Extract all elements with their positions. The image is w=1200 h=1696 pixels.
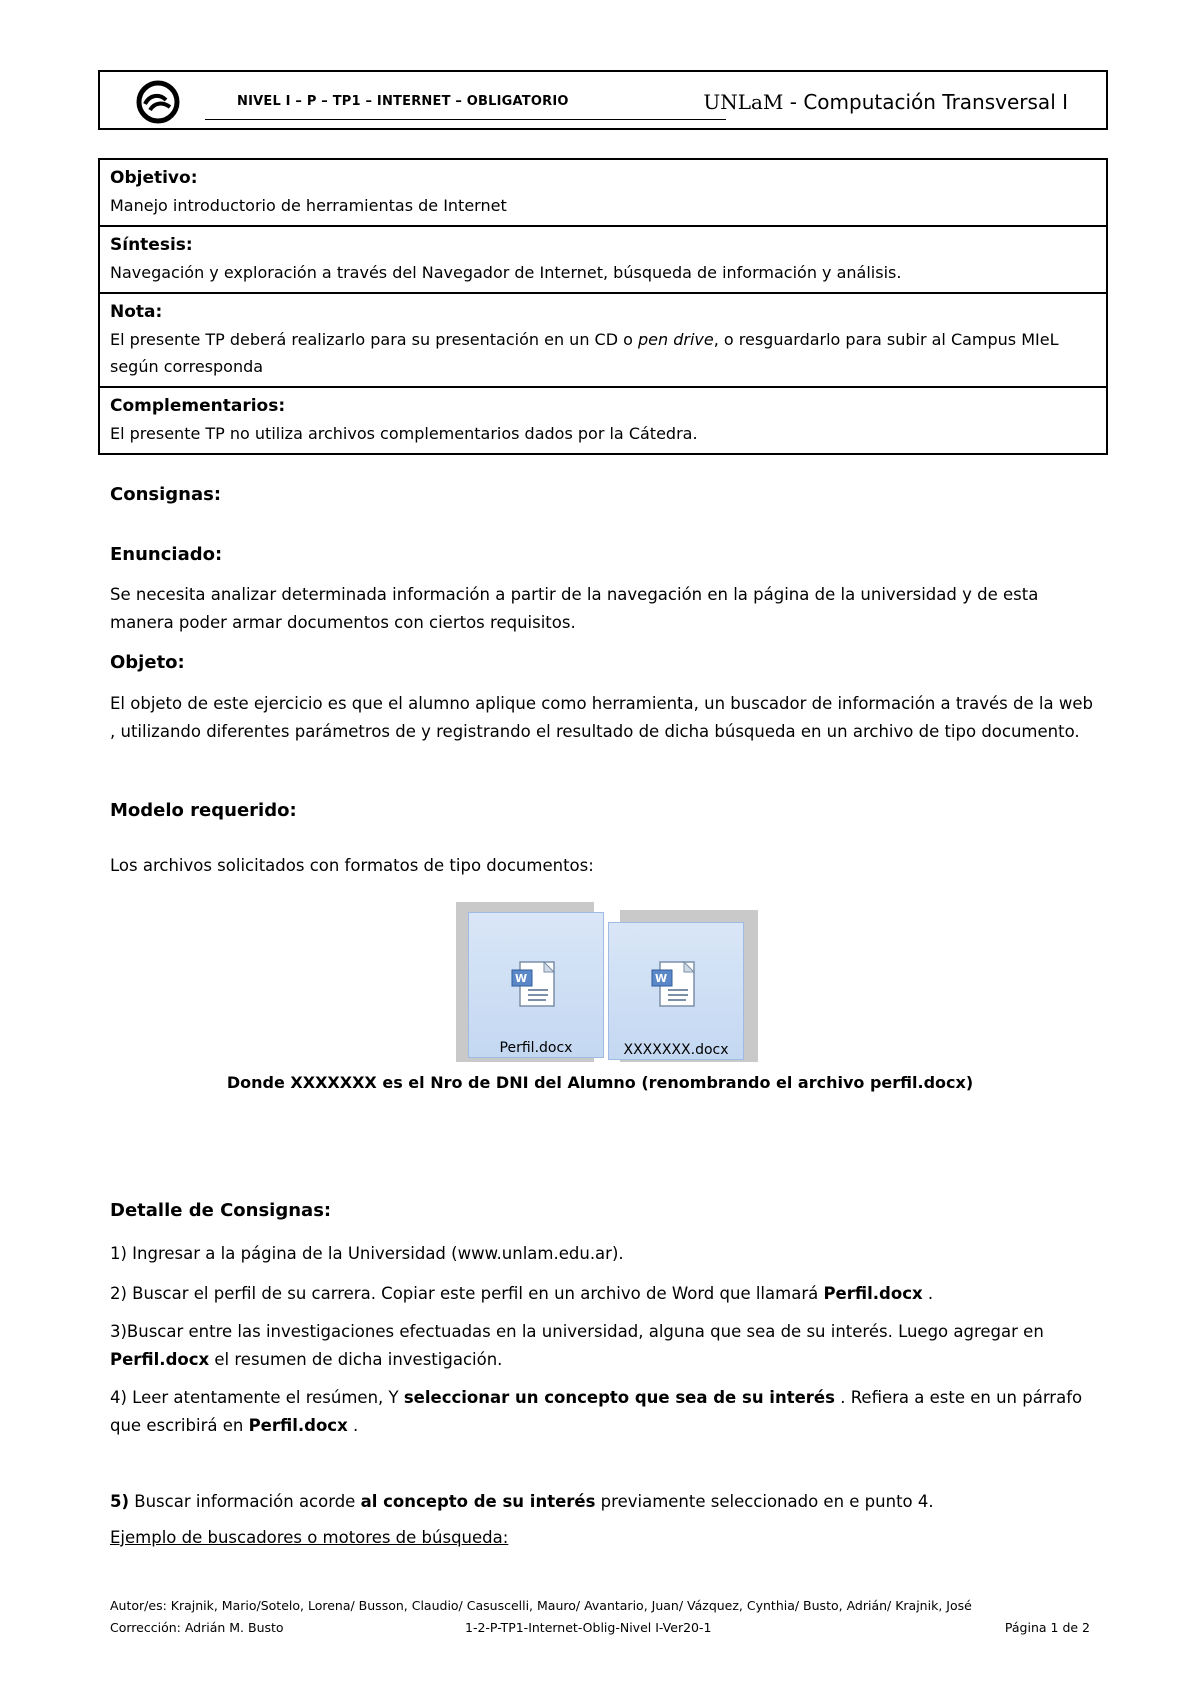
nota-text-part: El presente TP deberá realizarlo para su presentación en un CD o [110, 330, 638, 349]
consigna-number: 5) [110, 1492, 130, 1511]
file-label: XXXXXXX.docx [623, 1042, 729, 1058]
nota-title: Nota: [110, 302, 163, 322]
footer-page-number: Página 1 de 2 [1004, 1620, 1090, 1635]
enunciado-text: Se necesita analizar determinada información a partir de la navegación en la página de la universidad y de esta manera poder armar documentos con ciertos requisitos. [110, 585, 1039, 632]
file-icon-dni[interactable] [608, 922, 744, 1060]
brand-unlam: UNLaM [703, 90, 784, 114]
footer-authors: Autor/es: Krajnik, Mario/Sotelo, Lorena/ Busson, Claudio/ Casuscelli, Mauro/ Avantario, Juan/ Vázquez, Cynthia/ Busto, Adrián/ Krajnik, José [110, 1598, 972, 1613]
enunciado-heading: Enunciado: [110, 544, 223, 565]
svg-text:W: W [655, 972, 668, 985]
page-header [98, 70, 1108, 130]
consigna-item-2 [110, 1280, 1100, 1308]
footer-line [110, 1620, 1090, 1635]
consigna-item-4 [110, 1384, 1100, 1440]
nota-text-italic: pen drive [638, 330, 714, 349]
consigna-text: . [922, 1284, 934, 1303]
complementarios-cell [100, 388, 1106, 453]
word-document-icon [646, 956, 704, 1014]
file-icons-figure [456, 902, 756, 1062]
consigna-text: el resumen de dicha investigación. [209, 1350, 503, 1369]
file-icon-perfil[interactable] [468, 912, 604, 1058]
consigna-text: 4) Leer atentamente el resúmen, Y [110, 1388, 404, 1407]
figure-caption: Donde XXXXXXX es el Nro de DNI del Alumno (renombrando el archivo perfil.docx) [226, 1073, 974, 1092]
file-name-bold: Perfil.docx [248, 1416, 348, 1435]
nota-text [110, 326, 1096, 380]
modelo-text: Los archivos solicitados con formatos de tipo documentos: [110, 856, 594, 875]
sintesis-cell [100, 227, 1106, 294]
nota-cell [100, 294, 1106, 388]
objetivo-title: Objetivo: [110, 168, 198, 188]
brand-course: - Computación Transversal I [783, 90, 1068, 114]
institution-title [703, 90, 1068, 114]
consigna-emphasis: seleccionar un concepto que sea de su interés [403, 1388, 835, 1407]
info-table [98, 158, 1108, 455]
consigna-emphasis: al concepto de su interés [360, 1492, 596, 1511]
complementarios-title: Complementarios: [110, 396, 286, 416]
consigna-item-5 [110, 1488, 1100, 1516]
sintesis-title: Síntesis: [110, 235, 193, 255]
unlam-logo-icon [136, 80, 180, 124]
detalle-heading: Detalle de Consignas: [110, 1200, 332, 1221]
consignas-heading: Consignas: [110, 484, 222, 505]
svg-text:W: W [515, 972, 528, 985]
footer-correccion: Corrección: Adrián M. Busto [110, 1620, 284, 1635]
nota-text-part: , o resguardarlo para subir al Campus MIeL según corresponda [110, 330, 1059, 376]
word-document-icon [506, 956, 564, 1014]
consigna-text: Buscar información acorde [129, 1492, 361, 1511]
buscadores-ejemplo-heading: Ejemplo de buscadores o motores de búsqueda: [110, 1528, 509, 1547]
consigna-text: . Refiera a este en un párrafo que escribirá en [110, 1388, 1083, 1435]
file-name-bold: Perfil.docx [110, 1350, 210, 1369]
objeto-text: El objeto de este ejercicio es que el alumno aplique como herramienta, un buscador de información a través de la web , utilizando diferentes parámetros de y registrando el resultado de dicha búsqueda en un archivo de tipo documento. [110, 694, 1093, 741]
header-underline [205, 119, 726, 120]
objetivo-cell [100, 160, 1106, 227]
consigna-text: previamente seleccionado en e punto 4. [595, 1492, 934, 1511]
consigna-item-1: 1) Ingresar a la página de la Universidad (www.unlam.edu.ar). [110, 1244, 624, 1263]
objetivo-text: Manejo introductorio de herramientas de Internet [110, 196, 507, 215]
objeto-heading: Objeto: [110, 652, 185, 673]
modelo-heading: Modelo requerido: [110, 800, 297, 821]
document-code: NIVEL I – P – TP1 – INTERNET – OBLIGATORIO [237, 94, 569, 109]
file-name-bold: Perfil.docx [823, 1284, 923, 1303]
consigna-text: . [347, 1416, 359, 1435]
sintesis-text: Navegación y exploración a través del Navegador de Internet, búsqueda de información y análisis. [110, 263, 902, 282]
file-label: Perfil.docx [499, 1040, 573, 1056]
consigna-item-3 [110, 1318, 1100, 1374]
footer-file-name: 1-2-P-TP1-Internet-Oblig-Nivel I-Ver20-1 [465, 1620, 712, 1635]
consigna-text: 3)Buscar entre las investigaciones efectuadas en la universidad, alguna que sea de su interés. Luego agregar en [110, 1322, 1044, 1341]
complementarios-text: El presente TP no utiliza archivos complementarios dados por la Cátedra. [110, 424, 698, 443]
consigna-text: 2) Buscar el perfil de su carrera. Copiar este perfil en un archivo de Word que llamará [110, 1284, 824, 1303]
